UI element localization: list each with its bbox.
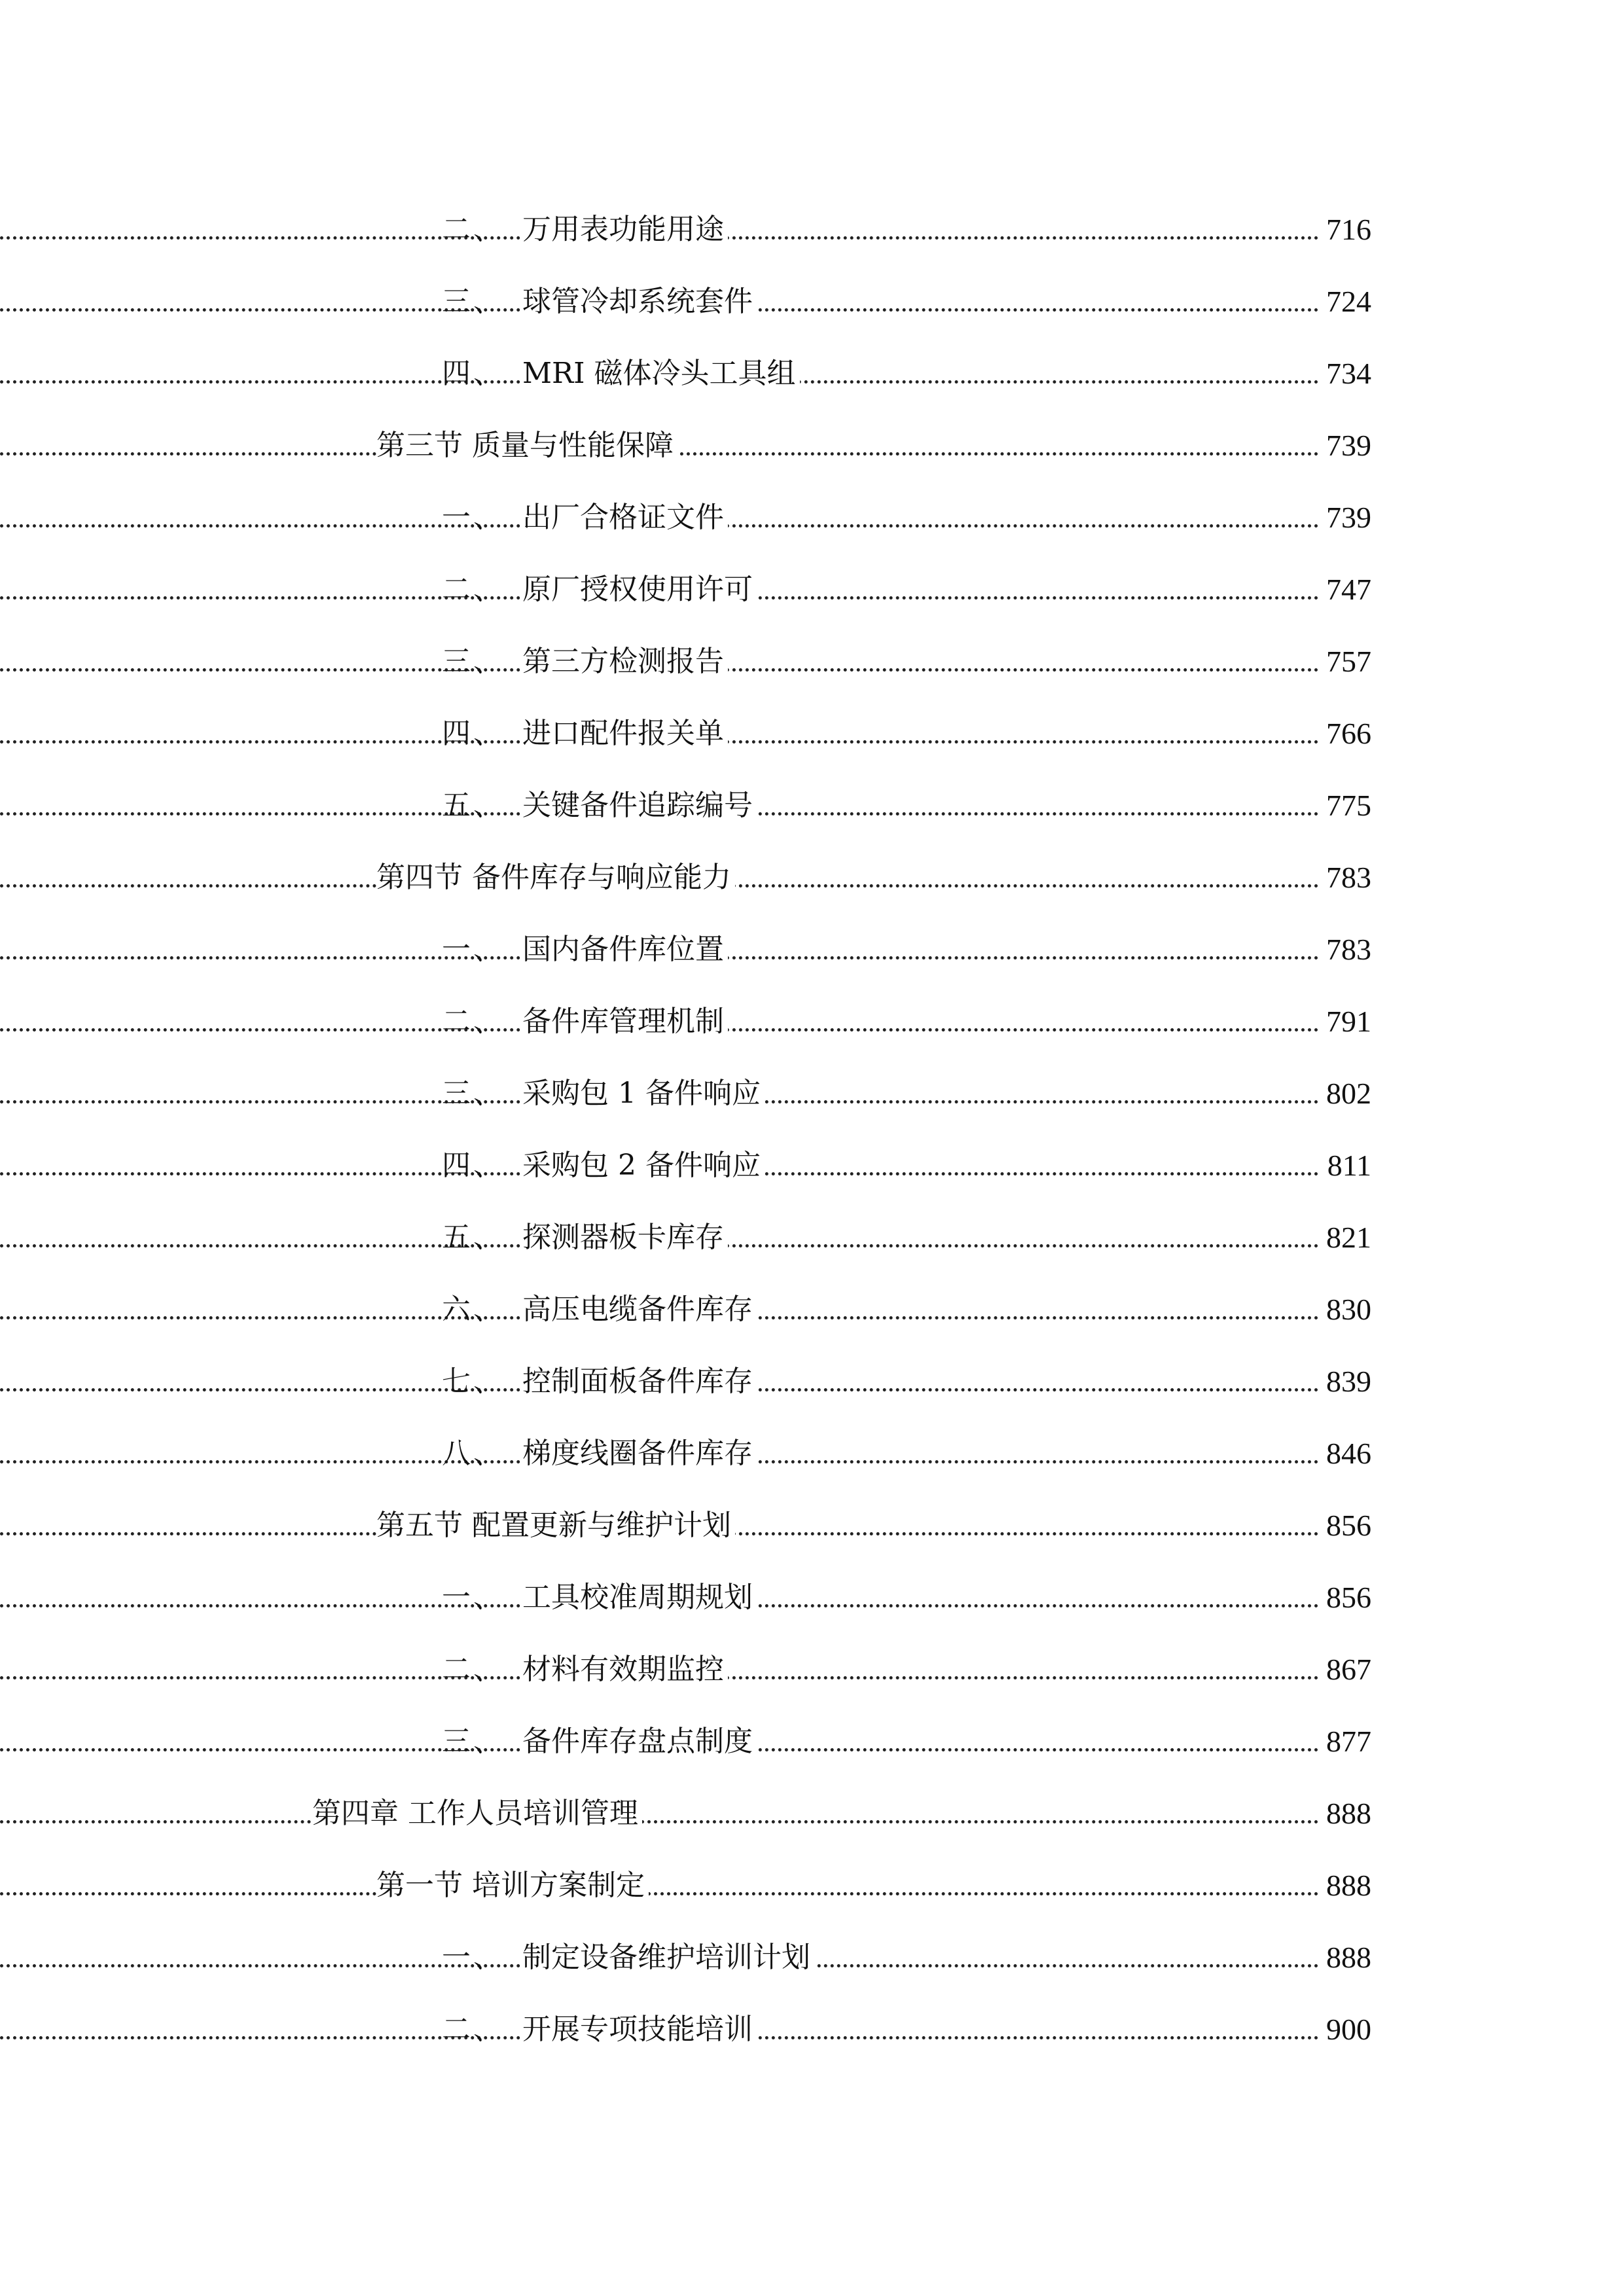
toc-entry-number: 一、 xyxy=(442,501,505,534)
toc-entry-page-number: 783 xyxy=(1318,863,1371,893)
toc-entry-title: 开展专项技能培训 xyxy=(522,2015,757,2044)
toc-entry-title: 梯度线圈备件库存 xyxy=(522,1439,757,1468)
toc-entry-item[interactable] xyxy=(0,194,1624,266)
toc-entry-title: 万用表功能用途 xyxy=(522,215,728,244)
toc-entry-page-number: 734 xyxy=(1318,359,1371,389)
toc-entry-title: 采购包 1 备件响应 xyxy=(522,1079,765,1108)
toc-entry-page-number: 877 xyxy=(1318,1727,1371,1757)
toc-entry-page-number: 846 xyxy=(1318,1439,1371,1469)
toc-entry-item[interactable] xyxy=(0,1202,1624,1274)
toc-entry-page-number: 900 xyxy=(1318,2015,1371,2045)
toc-entry-page-number: 867 xyxy=(1318,1655,1371,1685)
toc-entry-page-number: 716 xyxy=(1318,215,1371,245)
toc-entry-number: 二、 xyxy=(442,573,505,606)
toc-entry-page-number: 802 xyxy=(1318,1079,1371,1109)
toc-entry-number: 二、 xyxy=(442,1005,505,1038)
toc-entry-page-number: 724 xyxy=(1318,287,1371,317)
toc-entry-title: 关键备件追踪编号 xyxy=(522,791,757,820)
toc-entry-number: 五、 xyxy=(442,789,505,822)
dot-leader xyxy=(0,452,1371,456)
toc-entry-page-number: 739 xyxy=(1318,503,1371,533)
toc-entry-section[interactable] xyxy=(0,410,1624,482)
toc-entry-item[interactable] xyxy=(0,626,1624,698)
toc-entry-title: 第一节 培训方案制定 xyxy=(376,1871,649,1900)
toc-entry-number: 一、 xyxy=(442,933,505,966)
toc-entry-title: 第四节 备件库存与响应能力 xyxy=(376,863,735,892)
toc-entry-page-number: 839 xyxy=(1318,1367,1371,1397)
toc-entry-page-number: 888 xyxy=(1318,1871,1371,1901)
toc-entry-page-number: 783 xyxy=(1318,935,1371,965)
toc-entry-page-number: 821 xyxy=(1318,1223,1371,1253)
toc-entry-number: 二、 xyxy=(442,213,505,246)
toc-entry-item[interactable] xyxy=(0,770,1624,842)
toc-entry-number: 四、 xyxy=(442,717,505,750)
toc-entry-title: 第五节 配置更新与维护计划 xyxy=(376,1511,735,1540)
toc-entry-item[interactable] xyxy=(0,266,1624,338)
toc-entry-page-number: 856 xyxy=(1318,1583,1371,1613)
toc-entry-page-number: 775 xyxy=(1318,791,1371,821)
toc-entry-page-number: 888 xyxy=(1318,1943,1371,1973)
toc-entry-item[interactable] xyxy=(0,1562,1624,1634)
toc-entry-title: 第三方检测报告 xyxy=(522,647,728,676)
toc-entry-item[interactable] xyxy=(0,1634,1624,1706)
toc-entry-page-number: 830 xyxy=(1318,1295,1371,1325)
toc-entry-number: 三、 xyxy=(442,1725,505,1758)
toc-entry-title: 第四章 工作人员培训管理 xyxy=(312,1799,642,1828)
toc-entry-page-number: 757 xyxy=(1318,647,1371,677)
dot-leader xyxy=(0,1820,1371,1823)
toc-entry-item[interactable] xyxy=(0,1274,1624,1346)
toc-entry-item[interactable] xyxy=(0,1922,1624,1994)
toc-entry-page-number: 856 xyxy=(1318,1511,1371,1541)
toc-entry-chapter[interactable] xyxy=(0,1778,1624,1850)
toc-entry-item[interactable] xyxy=(0,698,1624,770)
toc-entry-number: 六、 xyxy=(442,1293,505,1326)
toc-entry-title: 采购包 2 备件响应 xyxy=(522,1151,765,1180)
toc-entry-section[interactable] xyxy=(0,842,1624,914)
toc-entry-item[interactable] xyxy=(0,914,1624,986)
toc-entry-item[interactable] xyxy=(0,1418,1624,1490)
toc-entry-number: 三、 xyxy=(442,1077,505,1110)
toc-entry-page-number: 791 xyxy=(1318,1007,1371,1037)
toc-entry-title: 探测器板卡库存 xyxy=(522,1223,728,1252)
toc-entry-page-number: 888 xyxy=(1318,1799,1371,1829)
toc-entry-section[interactable] xyxy=(0,1490,1624,1562)
toc-entry-title: 高压电缆备件库存 xyxy=(522,1295,757,1324)
toc-entry-item[interactable] xyxy=(0,1706,1624,1778)
toc-entry-page-number: 811 xyxy=(1320,1151,1371,1181)
toc-entry-number: 一、 xyxy=(442,1581,505,1614)
toc-entry-number: 四、 xyxy=(442,1149,505,1182)
toc-entry-item[interactable] xyxy=(0,554,1624,626)
toc-entry-title: 备件库管理机制 xyxy=(522,1007,728,1036)
toc-entry-title: 球管冷却系统套件 xyxy=(522,287,757,316)
toc-entry-title: 制定设备维护培训计划 xyxy=(522,1943,814,1972)
toc-entry-number: 三、 xyxy=(442,645,505,678)
dot-leader xyxy=(0,1892,1371,1895)
toc-entry-item[interactable] xyxy=(0,1994,1624,2066)
toc-entry-number: 一、 xyxy=(442,1941,505,1974)
toc-entry-item[interactable] xyxy=(0,1130,1624,1202)
toc-entry-title: 原厂授权使用许可 xyxy=(522,575,757,604)
toc-entry-title: 工具校准周期规划 xyxy=(522,1583,757,1612)
toc-entry-title: 出厂合格证文件 xyxy=(522,503,728,532)
toc-entry-title: 进口配件报关单 xyxy=(522,719,728,748)
toc-entry-number: 八、 xyxy=(442,1437,505,1470)
toc-entry-item[interactable] xyxy=(0,1346,1624,1418)
toc-entry-number: 三、 xyxy=(442,285,505,318)
toc-entry-page-number: 747 xyxy=(1318,575,1371,605)
toc-entry-number: 七、 xyxy=(442,1365,505,1398)
toc-entry-section[interactable] xyxy=(0,1850,1624,1922)
toc-entry-item[interactable] xyxy=(0,338,1624,410)
toc-entry-number: 五、 xyxy=(442,1221,505,1254)
toc-entry-page-number: 739 xyxy=(1318,431,1371,461)
toc-entry-title: 国内备件库位置 xyxy=(522,935,728,964)
toc-entry-item[interactable] xyxy=(0,482,1624,554)
toc-entry-title: 第三节 质量与性能保障 xyxy=(376,431,677,460)
toc-entry-item[interactable] xyxy=(0,986,1624,1058)
toc-entry-number: 二、 xyxy=(442,1653,505,1686)
table-of-contents xyxy=(0,194,1624,2066)
toc-entry-title: 控制面板备件库存 xyxy=(522,1367,757,1396)
toc-entry-item[interactable] xyxy=(0,1058,1624,1130)
toc-entry-title: 材料有效期监控 xyxy=(522,1655,728,1684)
toc-entry-title: 备件库存盘点制度 xyxy=(522,1727,757,1756)
toc-entry-number: 四、 xyxy=(442,357,505,390)
toc-entry-number: 二、 xyxy=(442,2013,505,2046)
toc-entry-title: MRI 磁体冷头工具组 xyxy=(522,359,800,388)
toc-entry-page-number: 766 xyxy=(1318,719,1371,749)
